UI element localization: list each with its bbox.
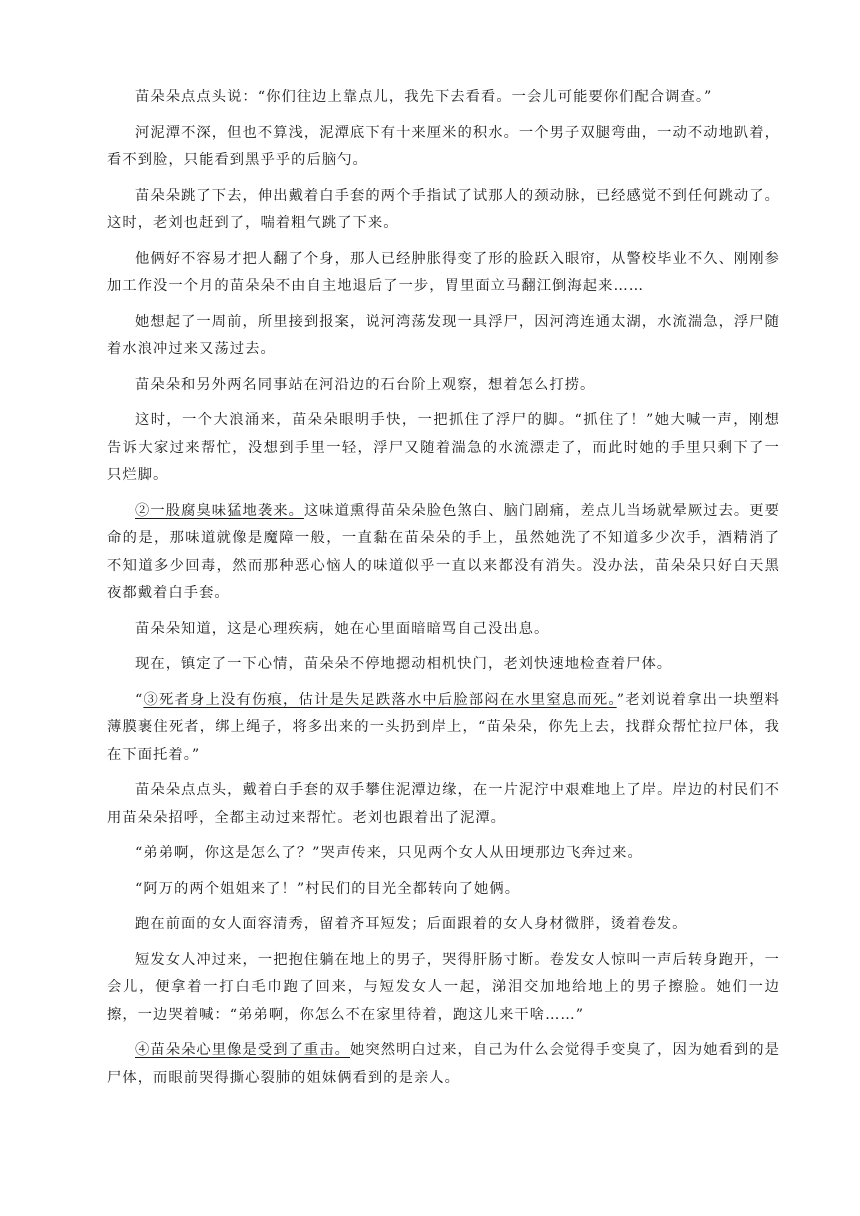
paragraph-15: 跑在前面的女人面容清秀，留着齐耳短发；后面跟着的女人身材微胖，烫着卷发。 (135, 916, 688, 932)
paragraph-2: 河泥潭不深，但也不算浅，泥潭底下有十来厘米的积水。一个男子双腿弯曲，一动不动地趴着，看不到脸，只能看到黑乎乎的后脑勺。 (107, 124, 780, 168)
paragraph-16: 短发女人冲过来，一把抱住躺在地上的男子，哭得肝肠寸断。卷发女人惊叫一声后转身跑开，一会儿，便拿着一打白毛巾跑了回来，与短发女人一起，涕泪交加地给地上的男子擦脸。她们一边擦，一边哭着喊：“弟弟啊，你怎么不在家里待着，跑这儿来干啥……” (107, 951, 780, 1023)
paragraph-14: “阿万的两个姐姐来了！”村民们的目光全都转向了她俩。 (135, 880, 521, 897)
document-body (107, 84, 780, 1100)
paragraph-8-rest: 这味道熏得苗朵朵脸色煞白、脑门剧痛，差点儿当场就晕厥过去。更要命的是，那味道就像是魔障一般，一直黏在苗朵朵的手上，虽然她洗了不知道多少次手，酒精消了不知道多少回毒，然而那种恶心恼人的味道似乎一直以来都没有消失。没办法，苗朵朵只好白天黑夜都戴着白手套。 (107, 502, 780, 601)
paragraph-10: 现在，镇定了一下心情，苗朵朵不停地摁动相机快门，老刘快速地检查着尸体。 (135, 656, 673, 672)
paragraph-6: 苗朵朵和另外两名同事站在河沿边的石台阶上观察，想着怎么打捞。 (135, 376, 596, 393)
paragraph-3: 苗朵朵跳了下去，伸出戴着白手套的两个手指试了试那人的颈动脉，已经感觉不到任何跳动了。这时，老刘也赶到了，喘着粗气跳了下来。 (107, 187, 780, 231)
paragraph-11-rest: ”老刘说着拿出一块塑料薄膜裹住死者，绑上绳子，将多出来的一头扔到岸上，“苗朵朵，你先上去，找群众帮忙拉尸体，我在下面托着。” (107, 691, 780, 763)
paragraph-4: 他俩好不容易才把人翻了个身，那人已经肿胀得变了形的脸跃入眼帘，从警校毕业不久、刚刚参加工作没一个月的苗朵朵不由自主地退后了一步，胃里面立马翻江倒海起来…… (107, 250, 780, 294)
paragraph-11 (107, 687, 780, 770)
paragraph-17-underlined: ④苗朵朵心里像是受到了重击。 (135, 1042, 350, 1058)
paragraph-9: 苗朵朵知道，这是心理疾病，她在心里面暗暗骂自己没出息。 (135, 620, 550, 637)
paragraph-8-underlined: ②一股腐臭味猛地袭来。 (135, 502, 304, 519)
paragraph-8 (107, 498, 780, 608)
paragraph-5: 她想起了一周前，所里接到报案，说河湾荡发现一具浮尸，因河湾连通太湖，水流湍急，浮尸随着水浪冲过来又荡过去。 (107, 313, 780, 357)
paragraph-13: “弟弟啊，你这是怎么了？”哭声传来，只见两个女人从田埂那边飞奔过来。 (135, 845, 643, 861)
paragraph-11-underlined: ③死者身上没有伤痕，估计是失足跌落水中后脸部闷在水里窒息而死。 (143, 691, 617, 708)
paragraph-1: 苗朵朵点点头说：“你们往边上靠点儿，我先下去看看。一会儿可能要你们配合调查。” (135, 89, 713, 105)
paragraph-7: 这时，一个大浪涌来，苗朵朵眼明手快，一把抓住了浮尸的脚。“抓住了！”她大喊一声，刚想告诉大家过来帮忙，没想到手里一轻，浮尸又随着湍急的水流漂走了，而此时她的手里只剩下了一只烂脚。 (107, 412, 780, 483)
paragraph-17-rest: 她突然明白过来，自己为什么会觉得手变臭了，因为她看到的是尸体，而眼前哭得撕心裂肺的姐妹俩看到的是亲人。 (107, 1042, 780, 1086)
paragraph-17 (107, 1037, 780, 1092)
paragraph-12: 苗朵朵点点头，戴着白手套的双手攀住泥潭边缘，在一片泥泞中艰难地上了岸。岸边的村民们不用苗朵朵招呼，全都主动过来帮忙。老刘也跟着出了泥潭。 (107, 782, 780, 826)
paragraph-11-lead: “ (135, 691, 144, 708)
